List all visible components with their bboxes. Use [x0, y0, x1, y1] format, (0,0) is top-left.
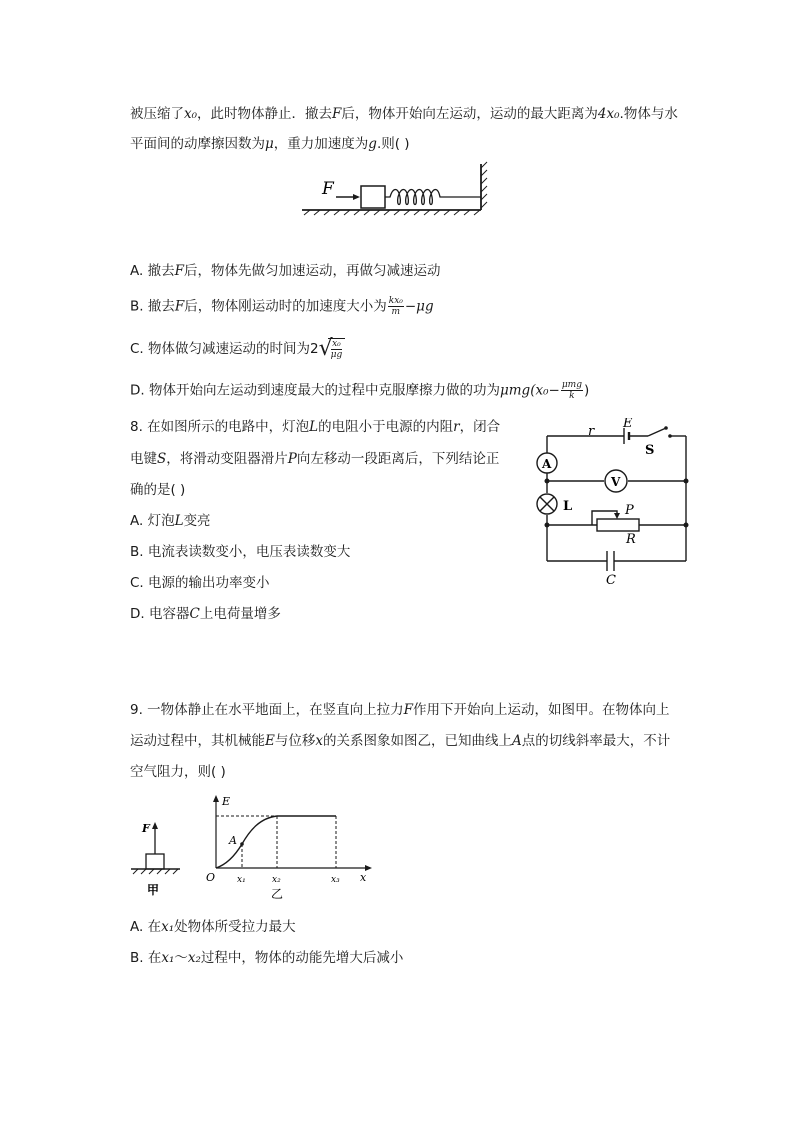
- label-p: P: [625, 503, 634, 518]
- fraction: $\frac{\text{kx₀}}{m}$: [388, 296, 403, 317]
- q8-option-c: C. 电源的输出功率变小: [130, 575, 270, 591]
- q7-text: 后，物体开始向左运动，运动的最大距离为: [341, 106, 598, 122]
- tick-x1: x₁: [237, 875, 246, 885]
- q9-option-a: A. 在x₁处物体所受拉力最大: [130, 919, 296, 935]
- q8-stem-line-1: 8. 在如图所示的电路中，灯泡L的电阻小于电源的内阻r，闭合: [130, 419, 501, 435]
- q7-stem-line-2: [130, 134, 410, 154]
- q9-figure-jia: [128, 812, 188, 902]
- tick-x2: x₂: [272, 875, 281, 885]
- q7-text: 平面间的动摩擦因数为: [130, 136, 265, 152]
- axis-label-x: x: [360, 871, 367, 884]
- junction-dot: [545, 523, 550, 528]
- origin-label: O: [206, 871, 216, 884]
- q7-option-b: [130, 296, 434, 317]
- junction-dot: [684, 523, 689, 528]
- q7-var: 4x₀: [597, 106, 620, 122]
- point-a: [240, 842, 244, 846]
- fraction: $\frac{\text{μmg}}{k}$: [561, 380, 582, 401]
- option-text: A. 撤去: [130, 263, 175, 279]
- force-label: F: [142, 822, 150, 835]
- q7-var: g: [368, 136, 377, 152]
- label-r-rheostat: R: [626, 532, 636, 547]
- option-text: D. 物体开始向左运动到速度最大的过程中克服摩擦力做的功为: [130, 382, 500, 399]
- spring: [385, 190, 481, 205]
- label-e: E: [623, 418, 633, 431]
- coefficient: 2: [310, 341, 319, 357]
- q8-option-d: D. 电容器C上电荷量增多: [130, 606, 281, 622]
- caption-yi: 乙: [271, 887, 284, 901]
- q8-circuit-diagram: [528, 418, 692, 586]
- option-text: 后，物体刚运动时的加速度大小为: [184, 298, 387, 315]
- q7-var: F: [332, 106, 342, 122]
- q7-text: ，重力加速度为: [273, 136, 369, 152]
- option-text: ): [583, 382, 590, 399]
- q8-stem-line-3: 确的是( ): [130, 482, 186, 498]
- energy-curve: [216, 816, 277, 868]
- option-text: C. 物体做匀减速运动的时间为: [130, 341, 311, 357]
- label-s: S: [645, 443, 655, 458]
- q8-option-b: B. 电流表读数变小，电压表读数变大: [130, 544, 351, 560]
- q9-stem-line-3: 空气阻力，则( ): [130, 764, 226, 780]
- option-text: B. 撤去: [130, 298, 175, 315]
- square-root: √ $\frac{\text{x₀}}{\mu g}$: [319, 338, 346, 360]
- option-var: −μg: [404, 298, 434, 315]
- arrow-up-icon: [213, 795, 219, 802]
- q7-text: .则( ): [376, 136, 410, 152]
- option-var: μmg(x₀−: [499, 382, 560, 399]
- block: [146, 854, 164, 869]
- q7-text: .物体与水: [619, 106, 678, 122]
- voltmeter-label: V: [611, 475, 621, 489]
- junction-dot: [545, 479, 550, 484]
- label-c: C: [606, 573, 616, 586]
- q7-text: ，此时物体静止．撤去: [197, 106, 333, 122]
- q7-option-c: [130, 338, 345, 360]
- option-var: F: [174, 298, 185, 315]
- point-a-label: A: [229, 834, 237, 847]
- q7-stem-line-1: [130, 104, 678, 124]
- option-var: F: [174, 263, 184, 279]
- switch-contact: [664, 426, 668, 430]
- force-label: F: [322, 179, 334, 199]
- switch-contact: [668, 434, 672, 438]
- q9-figure-yi: [200, 792, 376, 904]
- q7-option-a: [130, 261, 440, 281]
- q9-stem-line-1: 9. 一物体静止在水平地面上，在竖直向上拉力F作用下开始向上运动，如图甲。在物体向上: [130, 702, 670, 718]
- caption-jia: 甲: [147, 883, 160, 897]
- q7-var: x₀: [184, 106, 198, 122]
- arrow-up-icon: [152, 822, 158, 829]
- switch-blade: [648, 428, 666, 436]
- junction-dot: [684, 479, 689, 484]
- slider-arrow-icon: [614, 513, 620, 519]
- tick-x3: x₃: [331, 875, 340, 885]
- q9-stem-line-2: 运动过程中，其机械能E与位移x的关系图象如图乙，已知曲线上A点的切线斜率最大，不计: [130, 733, 671, 749]
- q8-option-a: A. 灯泡L变亮: [130, 513, 211, 529]
- q7-spring-figure: [298, 160, 490, 216]
- q7-var: μ: [265, 136, 274, 152]
- block: [361, 186, 385, 208]
- label-r: r: [588, 424, 595, 439]
- label-l: L: [563, 499, 573, 514]
- q8-stem-line-2: 电键S，将滑动变阻器滑片P向左移动一段距离后，下列结论正: [130, 451, 500, 467]
- axis-label-e: E: [222, 795, 231, 808]
- ammeter-label: A: [542, 457, 552, 471]
- arrow-head-icon: [353, 194, 360, 200]
- q7-text: 被压缩了: [130, 106, 184, 122]
- q9-option-b: B. 在x₁～x₂过程中，物体的动能先增大后减小: [130, 950, 404, 966]
- option-text: 后，物体先做匀加速运动，再做匀减速运动: [183, 263, 441, 279]
- q7-option-d: [130, 380, 589, 401]
- rheostat-body: [597, 519, 639, 531]
